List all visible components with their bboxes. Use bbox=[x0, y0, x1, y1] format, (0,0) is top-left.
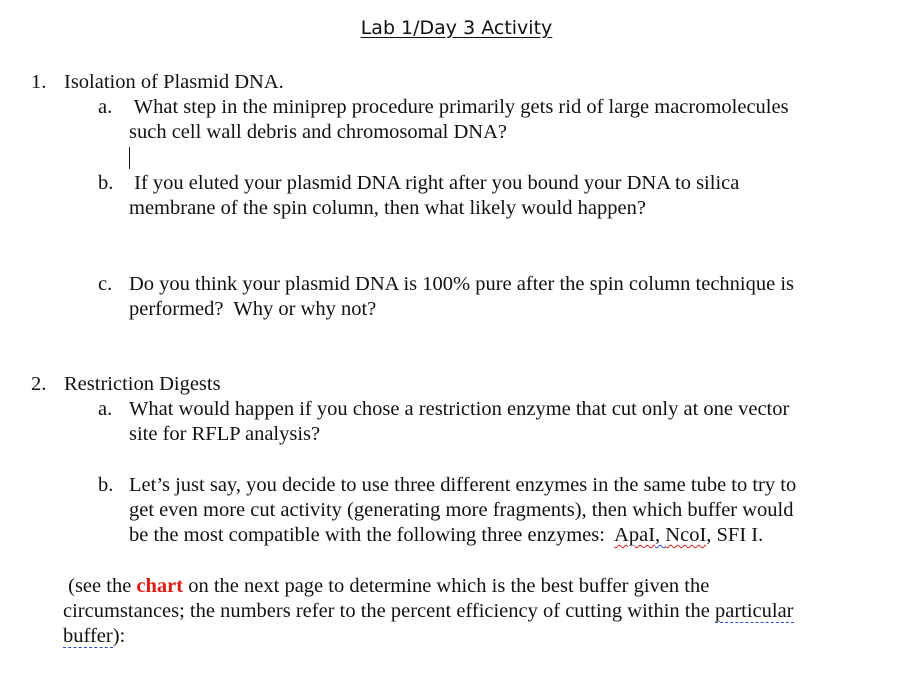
question-text bbox=[129, 272, 794, 322]
question-line: Let’s just say, you decide to use three different enzymes in the same tube to try to bbox=[129, 474, 797, 496]
text-cursor bbox=[129, 147, 130, 169]
question-letter: b. bbox=[98, 474, 114, 496]
question-line: such cell wall debris and chromosomal DNA? bbox=[129, 121, 508, 143]
enzyme-ncoi: NcoI bbox=[665, 524, 707, 546]
question-line: site for RFLP analysis? bbox=[129, 423, 321, 445]
note-line-2 bbox=[63, 599, 863, 624]
question-text bbox=[129, 473, 796, 548]
question-letter: c. bbox=[98, 273, 113, 295]
note-text: circumstances; the numbers refer to the percent efficiency of cutting within the bbox=[63, 600, 715, 622]
enzyme-separator: , bbox=[655, 524, 666, 546]
enzyme-sfi: , SFI I. bbox=[706, 524, 764, 546]
note-text: (see the bbox=[63, 575, 137, 597]
question-line: get even more cut activity (generating more fragments), then which buffer would bbox=[129, 499, 794, 521]
question-2b bbox=[98, 473, 888, 548]
section-2-heading bbox=[31, 372, 431, 397]
question-letter: a. bbox=[98, 398, 113, 420]
section-number: 2. bbox=[31, 373, 47, 395]
question-text bbox=[129, 95, 789, 145]
grammar-flag-buffer: buffer bbox=[63, 625, 113, 647]
note-text: ): bbox=[112, 625, 126, 647]
question-line: If you eluted your plasmid DNA right after you bound your DNA to silica bbox=[129, 172, 740, 194]
page-title bbox=[0, 14, 913, 42]
note-text: on the next page to determine which is the best buffer given the bbox=[183, 575, 710, 597]
question-line: Do you think your plasmid DNA is 100% pure after the spin column technique is bbox=[129, 273, 795, 295]
question-text bbox=[129, 397, 789, 447]
question-1c bbox=[98, 272, 888, 322]
grammar-flag-particular: particular bbox=[714, 600, 794, 622]
question-line bbox=[129, 523, 796, 548]
note-line-3 bbox=[63, 624, 863, 649]
question-1b bbox=[98, 171, 888, 221]
question-letter: a. bbox=[98, 96, 113, 118]
question-line: What step in the miniprep procedure primarily gets rid of large macromolecules bbox=[129, 96, 789, 118]
page-title-text: Lab 1/Day 3 Activity bbox=[360, 17, 553, 39]
question-line-prefix: be the most compatible with the following three enzymes: bbox=[129, 524, 615, 546]
question-text bbox=[129, 171, 739, 221]
chart-note bbox=[63, 574, 863, 649]
section-title: Isolation of Plasmid DNA. bbox=[64, 71, 284, 93]
question-line: What would happen if you chose a restriction enzyme that cut only at one vector bbox=[129, 398, 790, 420]
section-title: Restriction Digests bbox=[64, 373, 221, 395]
chart-highlight: chart bbox=[136, 575, 184, 597]
question-1a bbox=[98, 95, 888, 145]
enzyme-apai: ApaI bbox=[614, 524, 656, 546]
section-number: 1. bbox=[31, 71, 47, 93]
note-line-1 bbox=[63, 574, 863, 599]
question-line: performed? Why or why not? bbox=[129, 298, 377, 320]
question-line: membrane of the spin column, then what likely would happen? bbox=[129, 197, 646, 219]
question-2a bbox=[98, 397, 888, 447]
section-1-heading bbox=[31, 70, 431, 95]
question-letter: b. bbox=[98, 172, 114, 194]
